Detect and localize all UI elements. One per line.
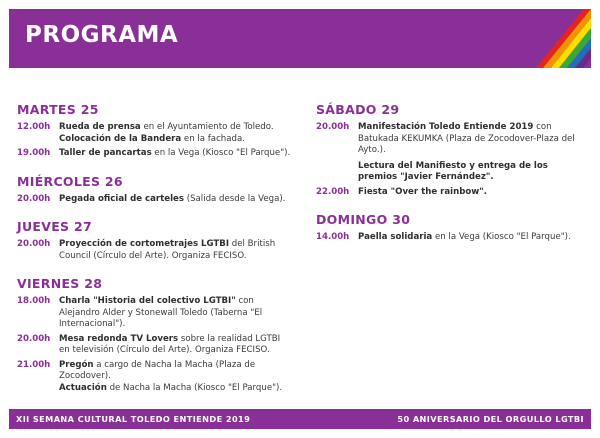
event-description: Charla "Historia del colectivo LGTBI" con Alejandro Alder y Stonewall Toledo (Taberna "El Internacional"). [59, 296, 263, 329]
footer-banner [9, 409, 591, 429]
event-entry [316, 187, 586, 199]
day-heading-martes: MARTES 25 [17, 102, 99, 117]
event-entry [17, 148, 292, 160]
right-column [316, 102, 586, 247]
event-entry [17, 334, 292, 357]
event-description: Fiesta "Over the rainbow". [358, 186, 487, 197]
event-entry [17, 296, 292, 331]
event-description: Rueda de prensa en el Ayuntamiento de Toledo. Colocación de la Bandera en la fachada. [59, 122, 274, 144]
event-description: Pegada oficial de carteles (Salida desde la Vega). [59, 193, 286, 204]
left-column [17, 102, 292, 397]
event-description: Manifestación Toledo Entiende 2019 con Batukada KEKUMKA (Plaza de Zocodover-Plaza del Ayto.). Lectura del Manifiesto y entrega de los premios "Javier Fernández". [358, 122, 575, 182]
event-time: 18.00h [17, 296, 51, 306]
event-time: 20.00h [17, 333, 51, 344]
event-time: 21.00h [17, 359, 51, 370]
event-entry [17, 239, 292, 262]
day-heading-miercoles: MIÉRCOLES 26 [17, 173, 123, 189]
event-entry [316, 232, 586, 244]
event-description: Proyección de cortometrajes LGTBI del British Council (Círculo del Arte). Organiza FECISO. [59, 239, 276, 261]
event-time: 14.00h [316, 232, 350, 242]
rainbow-stripes [496, 9, 591, 68]
event-description: Pregón a cargo de Nacha la Macha (Plaza de Zocodover). Actuación de Nacha la Macha (Kiosco "El Parque"). [59, 359, 283, 393]
event-time: 12.00h [17, 122, 51, 132]
day-heading-sabado: SÁBADO 29 [316, 102, 400, 117]
header-banner [9, 9, 591, 68]
event-entry [17, 360, 292, 395]
event-entry [17, 194, 292, 206]
day-heading-viernes: VIERNES 28 [17, 276, 103, 291]
event-time: 20.00h [17, 193, 51, 204]
event-entry [316, 122, 586, 184]
day-heading-domingo: DOMINGO 30 [316, 212, 411, 227]
event-time: 22.00h [316, 186, 350, 197]
event-time: 20.00h [17, 239, 51, 249]
event-description: Taller de pancartas en la Vega (Kiosco "El Parque"). [59, 148, 291, 158]
day-heading-jueves: JUEVES 27 [17, 219, 93, 234]
footer-event-title: XII SEMANA CULTURAL TOLEDO ENTIENDE 2019 [16, 414, 251, 424]
event-description: Mesa redonda TV Lovers sobre la realidad LGTBI en televisión (Círculo del Arte). Organiza FECISO. [59, 333, 281, 355]
event-entry [17, 122, 292, 145]
event-time: 20.00h [316, 122, 350, 132]
event-time: 19.00h [17, 148, 51, 158]
page-title: PROGRAMA [25, 22, 179, 48]
event-description: Paella solidaria en la Vega (Kiosco "El Parque"). [358, 232, 571, 242]
footer-anniversary: 50 ANIVERSARIO DEL ORGULLO LGTBI [397, 414, 584, 424]
